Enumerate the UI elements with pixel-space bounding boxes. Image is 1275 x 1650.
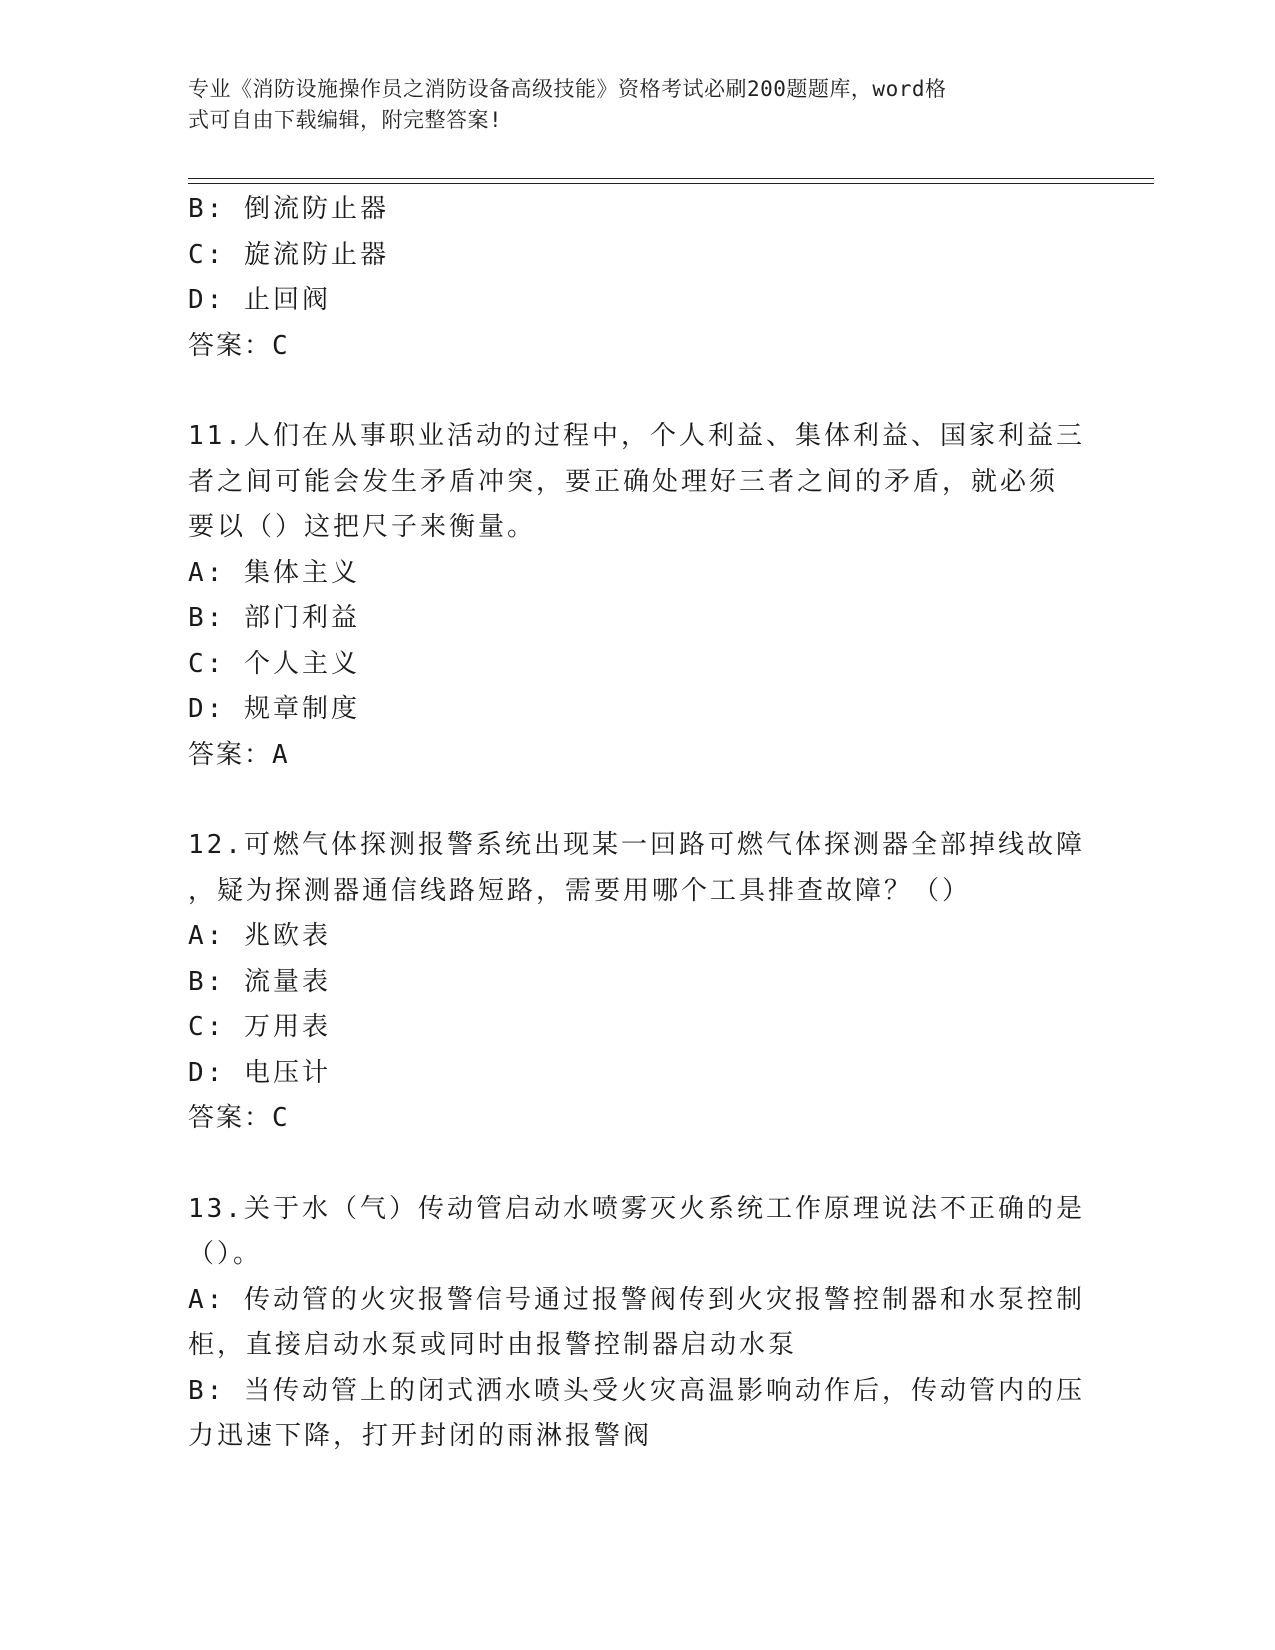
option-a: A: 集体主义 xyxy=(188,557,360,588)
question-11 xyxy=(188,414,1085,778)
header-rule-bottom xyxy=(188,183,1154,184)
option-b-continued: 力迅速下降，打开封闭的雨淋报警阀 xyxy=(188,1421,653,1451)
question-stem-line: ，疑为探测器通信线路短路，需要用哪个工具排查故障？（） xyxy=(188,875,972,906)
document-body xyxy=(188,187,1085,1460)
header-line-2: 式可自由下载编辑，附完整答案! xyxy=(188,108,503,132)
option-b: B: 倒流防止器 xyxy=(188,194,389,224)
question-stem-line: 12.可燃气体探测报警系统出现某一回路可燃气体探测器全部掉线故障 xyxy=(188,830,1085,860)
option-c: C: 个人主义 xyxy=(188,648,360,679)
option-d: D: 规章制度 xyxy=(188,694,360,724)
question-stem-line: 13.关于水（气）传动管启动水喷雾灭火系统工作原理说法不正确的是 xyxy=(188,1193,1085,1224)
question-stem-line: 11.人们在从事职业活动的过程中，个人利益、集体利益、国家利益三 xyxy=(188,421,1085,451)
spacer xyxy=(188,369,1078,414)
answer: 答案：A xyxy=(188,739,290,770)
question-stem-line: 者之间可能会发生矛盾冲突，要正确处理好三者之间的矛盾，就必须 xyxy=(188,466,1059,497)
header-line-1: 专业《消防设施操作员之消防设备高级技能》资格考试必刷200题题库，word格 xyxy=(188,77,947,101)
option-a-continued: 柜，直接启动水泵或同时由报警控制器启动水泵 xyxy=(188,1330,798,1360)
question-stem-line: 要以（）这把尺子来衡量。 xyxy=(188,512,537,542)
question-stem-line: （）。 xyxy=(188,1239,263,1269)
spacer xyxy=(188,778,1078,823)
option-a: A: 传动管的火灾报警信号通过报警阀传到火灾报警控制器和水泵控制 xyxy=(188,1284,1085,1315)
answer: 答案：C xyxy=(188,1103,290,1133)
question-12 xyxy=(188,823,1085,1142)
option-d: D: 电压计 xyxy=(188,1057,331,1088)
option-b: B: 部门利益 xyxy=(188,603,360,633)
option-d: D: 止回阀 xyxy=(188,285,331,315)
option-b: B: 流量表 xyxy=(188,966,331,997)
option-c: C: 万用表 xyxy=(188,1012,331,1042)
question-10 xyxy=(188,187,1078,369)
option-a: A: 兆欧表 xyxy=(188,921,331,951)
header-rule-top xyxy=(188,178,1154,179)
option-b: B: 当传动管上的闭式洒水喷头受火灾高温影响动作后，传动管内的压 xyxy=(188,1375,1085,1406)
question-13 xyxy=(188,1187,1085,1460)
spacer xyxy=(188,1142,1078,1187)
option-c: C: 旋流防止器 xyxy=(188,239,389,270)
document-header xyxy=(188,74,1078,136)
answer: 答案：C xyxy=(188,330,290,361)
